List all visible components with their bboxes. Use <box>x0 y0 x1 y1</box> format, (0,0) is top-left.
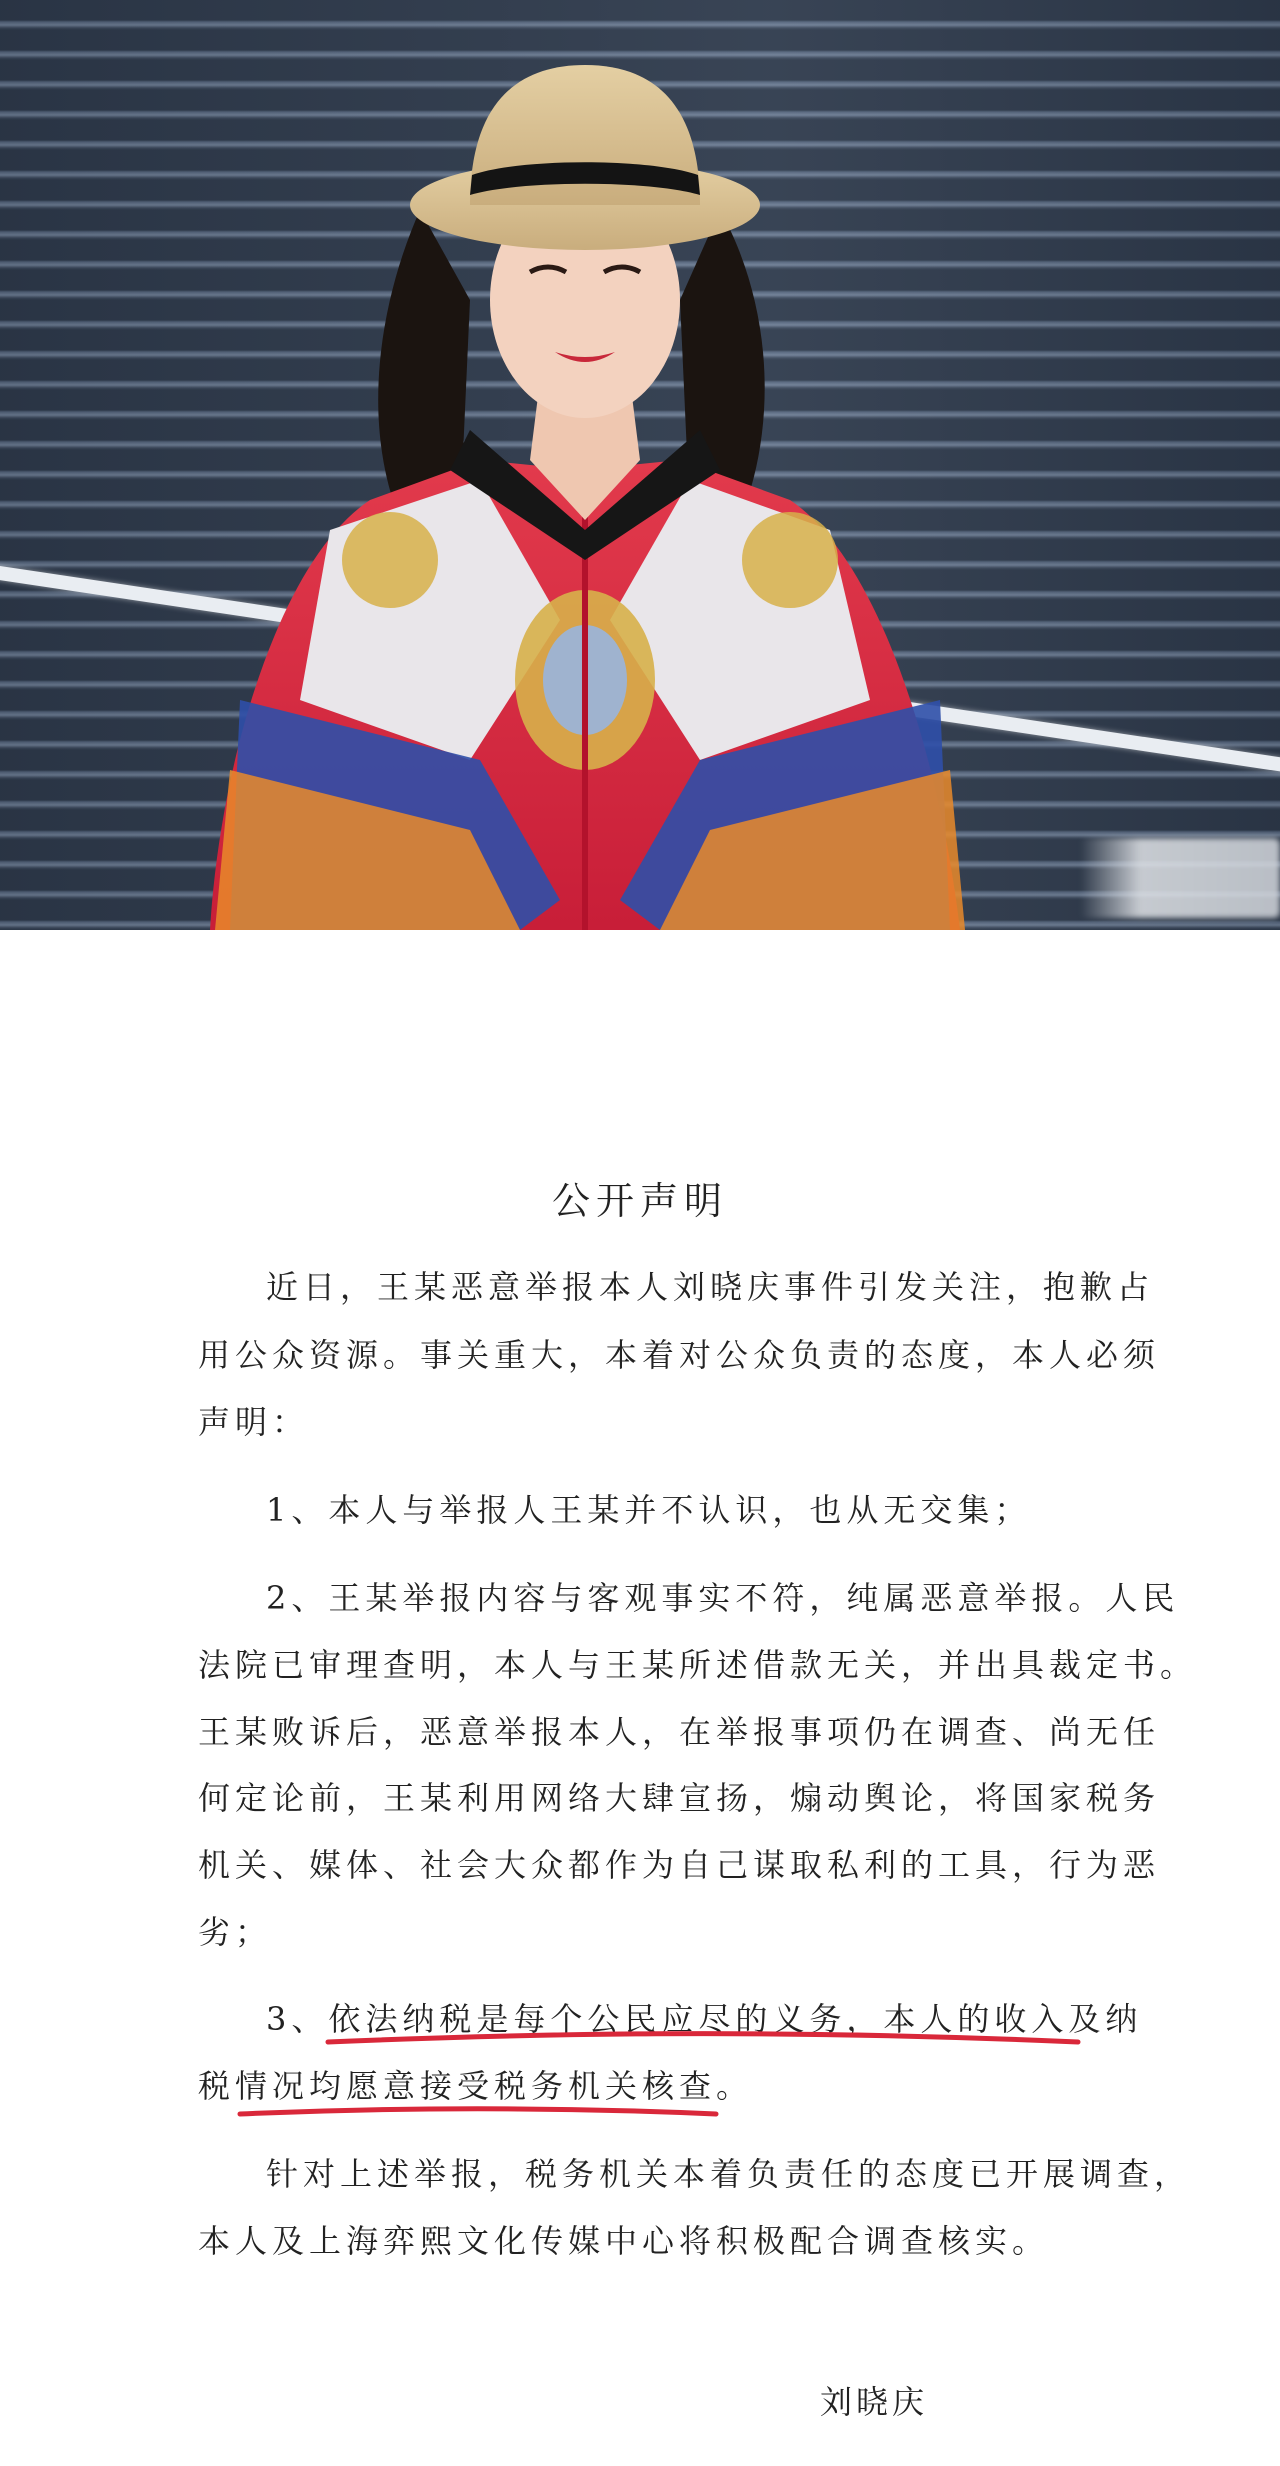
portrait-photo <box>0 0 1280 930</box>
line-text: 王某败诉后，恶意举报本人，在举报事项仍在调查、尚无任 <box>198 1713 1161 1751</box>
statement-document <box>0 930 1280 2466</box>
line-text: 法院已审理查明，本人与王某所述借款无关，并出具裁定书。 <box>198 1646 1198 1684</box>
line-text: 税情况均愿意接受税务机关核查。 <box>198 2067 754 2105</box>
portrait-figure <box>0 0 1280 930</box>
line-text: 用公众资源。事关重大，本着对公众负责的态度，本人必须 <box>198 1336 1161 1374</box>
line-text: 3、依法纳税是每个公民应尽的义务，本人的收入及纳 <box>266 2000 1143 2038</box>
statement-title: 公开声明 <box>551 1179 728 1223</box>
line-text: 针对上述举报，税务机关本着负责任的态度已开展调查， <box>266 2155 1192 2193</box>
watermark-blur <box>1080 838 1280 918</box>
line-text: 何定论前，王某利用网络大肆宣扬，煽动舆论，将国家税务 <box>198 1779 1161 1817</box>
line-text: 劣； <box>198 1913 273 1951</box>
underline-2 <box>240 2109 716 2114</box>
line-text: 本人及上海弈熙文化传媒中心将积极配合调查核实。 <box>198 2222 1050 2260</box>
line-text: 2、王某举报内容与客观事实不符，纯属恶意举报。人民 <box>266 1579 1180 1617</box>
line-text: 近日，王某恶意举报本人刘晓庆事件引发关注，抱歉占 <box>266 1268 1155 1306</box>
line-text: 声明： <box>198 1403 310 1441</box>
line-text: 机关、媒体、社会大众都作为自己谋取私利的工具，行为恶 <box>198 1846 1161 1884</box>
line-text: 1、本人与举报人王某并不认识，也从无交集； <box>266 1491 1032 1529</box>
signature-name: 刘晓庆 <box>820 2383 929 2421</box>
